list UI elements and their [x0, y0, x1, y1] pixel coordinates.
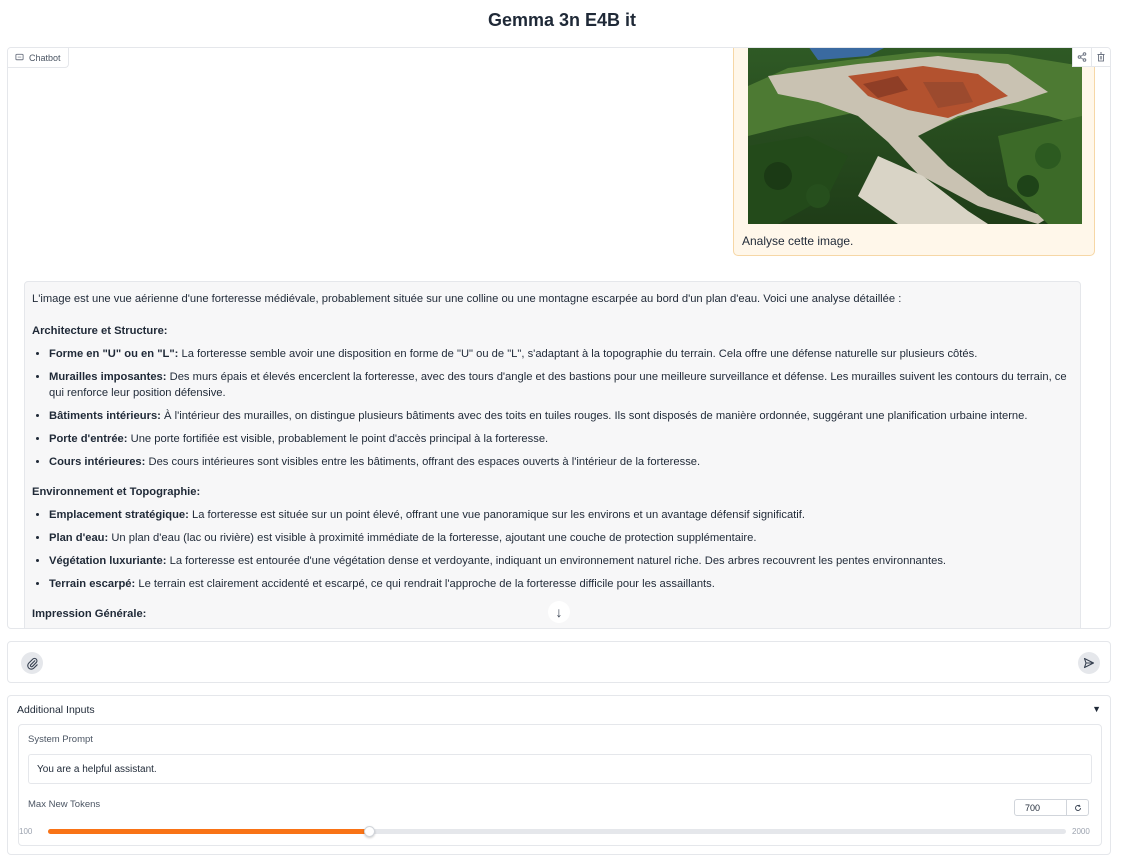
- section-heading: Architecture et Structure:: [32, 325, 168, 337]
- max-tokens-number: [1014, 799, 1089, 816]
- list-item: • Cours intérieures: Des cours intérieures sont visibles entre les bâtiments, offrant des espaces ouverts à l'intérieur de la forteresse.: [49, 454, 1073, 470]
- list-item: • Bâtiments intérieurs: À l'intérieur des murailles, on distingue plusieurs bâtiments avec des toits en tuiles rouges. Ils sont disposés de manière ordonnée, suggérant une planification urbaine interne.: [49, 408, 1073, 424]
- arrow-down-icon: ↓: [555, 604, 563, 620]
- additional-inputs-body: [18, 724, 1102, 846]
- slider-thumb[interactable]: [364, 826, 375, 837]
- slider-min-label: 100: [19, 827, 33, 836]
- system-prompt-input[interactable]: [28, 754, 1092, 784]
- list-item: • Murailles imposantes: Des murs épais et élevés encerclent la forteresse, avec des tours d'angle et des bastions pour une meilleure surveillance et défense. Les murailles suivent les contours du terrain, ce qui renforce leur position défensive.: [49, 369, 1073, 401]
- reset-button[interactable]: [1066, 800, 1088, 815]
- slider-fill: [48, 829, 369, 834]
- bot-message: [24, 281, 1081, 629]
- additional-inputs-accordion: [7, 695, 1111, 855]
- section-heading: Environnement et Topographie:: [32, 486, 201, 498]
- scroll-to-bottom-button[interactable]: [548, 601, 570, 623]
- user-message: [733, 47, 1095, 256]
- bot-intro: L'image est une vue aérienne d'une forteresse médiévale, probablement située sur une colline ou une montagne escarpée au bord d'un plan d'eau. Voici une analyse détaillée :: [32, 293, 902, 305]
- section-list: [49, 346, 1073, 470]
- slider-max-label: 2000: [1072, 827, 1090, 836]
- system-prompt-label: System Prompt: [28, 734, 93, 745]
- reset-icon: [1074, 804, 1082, 812]
- chat-actions: [1072, 48, 1110, 67]
- message-input-bar: [7, 641, 1111, 683]
- upload-button[interactable]: [21, 652, 43, 674]
- chatbot-label: [8, 48, 69, 68]
- chatbot-label-text: Chatbot: [29, 52, 61, 63]
- collapse-toggle-icon[interactable]: ▼: [1092, 704, 1101, 714]
- page-title: Gemma 3n E4B it: [487, 10, 637, 30]
- section-heading: Impression Générale:: [32, 608, 147, 620]
- paperclip-icon: [26, 657, 39, 670]
- max-tokens-input[interactable]: [1015, 800, 1066, 815]
- list-item: • Végétation luxuriante: La forteresse est entourée d'une végétation dense et verdoyante, indiquant un environnement naturel riche. Des arbres recouvrent les pentes environnantes.: [49, 553, 1073, 569]
- share-icon: [1077, 52, 1087, 62]
- fortress-aerial-photo: [748, 47, 1082, 224]
- section-list: [49, 507, 1073, 592]
- share-button[interactable]: [1072, 48, 1091, 67]
- list-item: • Emplacement stratégique: La forteresse est située sur un point élevé, offrant une vue panoramique sur les environs et un avantage défensif significatif.: [49, 507, 1073, 523]
- list-item: • Porte d'entrée: Une porte fortifiée est visible, probablement le point d'accès principal à la forteresse.: [49, 431, 1073, 447]
- trash-icon: [1096, 52, 1106, 62]
- list-item: • Terrain escarpé: Le terrain est clairement accidenté et escarpé, ce qui rendrait l'approche de la forteresse difficile pour les assaillants.: [49, 576, 1073, 592]
- max-tokens-slider[interactable]: [48, 829, 1066, 834]
- list-item: • Forme en "U" ou en "L": La forteresse semble avoir une disposition en forme de "U" ou de "L", s'adaptant à la topographie du terrain. Cela offre une défense naturelle sur plusieurs côtés.: [49, 346, 1073, 362]
- message-input[interactable]: [52, 650, 1062, 676]
- chat-icon: [15, 53, 24, 62]
- clear-chat-button[interactable]: [1091, 48, 1110, 67]
- send-icon: [1083, 657, 1095, 669]
- max-tokens-label: Max New Tokens: [28, 799, 101, 810]
- user-message-text: Analyse cette image.: [742, 234, 854, 248]
- list-item: • Plan d'eau: Un plan d'eau (lac ou rivière) est visible à proximité immédiate de la forteresse, ajoutant une couche de protection supplémentaire.: [49, 530, 1073, 546]
- additional-inputs-header[interactable]: Additional Inputs: [17, 704, 95, 716]
- chatbot-panel: [7, 47, 1111, 629]
- send-button[interactable]: [1078, 652, 1100, 674]
